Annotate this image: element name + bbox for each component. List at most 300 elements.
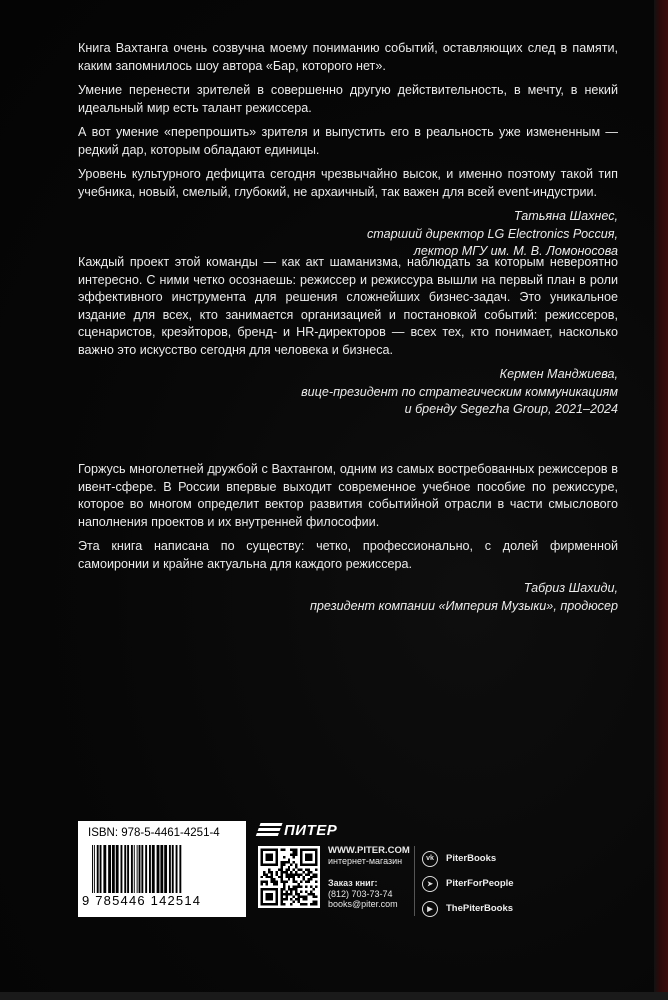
qr-module [308,853,310,855]
qr-module [275,891,277,893]
qr-module [288,861,290,863]
signature-line: и бренду Segezha Group, 2021–2024 [404,402,618,416]
barcode-bar [169,845,171,893]
barcode-bar [94,845,95,893]
telegram-icon: ➤ [422,876,438,892]
qr-module [260,848,262,850]
qr-module [303,903,305,905]
qr-module [260,851,262,853]
qr-module [298,883,300,885]
website-caption: интернет-магазин [328,856,403,866]
qr-module [313,888,315,890]
qr-module [270,893,272,895]
barcode-bars [90,845,238,893]
review-1-signature [78,208,618,261]
qr-module [295,881,297,883]
qr-module [275,863,277,865]
play-icon: ▶ [422,901,438,917]
qr-module [305,858,307,860]
order-email[interactable]: books@piter.com [328,899,398,909]
qr-module [315,896,317,898]
review-1 [78,40,618,261]
qr-module [270,888,272,890]
qr-module [265,858,267,860]
qr-module [300,903,302,905]
qr-module [280,893,282,895]
qr-module [270,898,272,900]
barcode-bar [108,845,111,893]
qr-module [265,893,267,895]
qr-module [265,896,267,898]
signature-name: Табриз Шахиди, [523,581,618,595]
qr-module [313,903,315,905]
barcode-bar [145,845,147,893]
qr-module [295,893,297,895]
qr-module [283,856,285,858]
qr-module [270,863,272,865]
qr-module [290,876,292,878]
qr-module [295,886,297,888]
qr-module [283,881,285,883]
qr-module [280,878,282,880]
review-3 [78,461,618,615]
qr-module [260,863,262,865]
qr-module [268,903,270,905]
qr-module [313,863,315,865]
qr-module [270,903,272,905]
qr-module [260,898,262,900]
qr-module [308,868,310,870]
qr-module [283,861,285,863]
qr-module [315,856,317,858]
qr-module [300,853,302,855]
qr-module [285,898,287,900]
qr-module [315,868,317,870]
qr-module [288,878,290,880]
qr-module [275,881,277,883]
social-item-vk[interactable] [422,846,514,871]
barcode-bar [149,845,151,893]
barcode-bar [124,845,126,893]
qr-module [295,888,297,890]
qr-module [315,901,317,903]
qr-module [315,873,317,875]
qr-module [305,863,307,865]
qr-module [265,898,267,900]
qr-module [305,856,307,858]
qr-module [268,888,270,890]
qr-module [298,893,300,895]
barcode-bar [97,845,99,893]
qr-module [280,861,282,863]
barcode-bar [139,845,141,893]
qr-module [293,878,295,880]
qr-module [260,858,262,860]
qr-module [308,858,310,860]
qr-module [298,896,300,898]
qr-module [265,883,267,885]
qr-module [315,903,317,905]
qr-module [315,858,317,860]
qr-module [260,901,262,903]
qr-module [293,861,295,863]
qr-module [290,893,292,895]
qr-module [298,901,300,903]
order-label: Заказ книг: [328,878,378,888]
qr-module [270,881,272,883]
qr-module [313,848,315,850]
qr-module [285,891,287,893]
qr-module [263,881,265,883]
qr-module [303,848,305,850]
qr-module [293,853,295,855]
qr-module [263,848,265,850]
qr-module [270,853,272,855]
barcode-bar [121,845,123,893]
qr-module [285,876,287,878]
qr-module [285,893,287,895]
qr-module [280,903,282,905]
review-3-signature [78,580,618,615]
qr-module [265,856,267,858]
barcode-bar [176,845,178,893]
qr-module [268,853,270,855]
qr-module [308,848,310,850]
review-1-paragraph: А вот умение «перепрошить» зрителя и выпустить его в реальность уже измененным — редкий дар, которым обладают единицы. [78,125,618,157]
publisher-footer [72,816,612,926]
qr-module [313,901,315,903]
barcode-bar [116,845,119,893]
qr-module [275,893,277,895]
qr-module [275,898,277,900]
qr-module [295,898,297,900]
qr-module [273,878,275,880]
qr-module [283,871,285,873]
qr-module [300,856,302,858]
qr-module [285,873,287,875]
qr-module [310,858,312,860]
qr-module [288,866,290,868]
qr-module [270,848,272,850]
qr-module [260,856,262,858]
qr-module [285,871,287,873]
barcode-bar [134,845,135,893]
qr-module [293,901,295,903]
qr-module [265,876,267,878]
qr-module [303,878,305,880]
qr-module [280,876,282,878]
qr-module [268,893,270,895]
qr-module [290,871,292,873]
qr-module [260,891,262,893]
qr-module [280,901,282,903]
qr-module [308,871,310,873]
qr-module [313,893,315,895]
qr-module [260,893,262,895]
order-phone: (812) 703-73-74 [328,888,393,899]
qr-module [305,891,307,893]
qr-module [288,886,290,888]
qr-module [288,868,290,870]
qr-module [308,863,310,865]
qr-module [270,878,272,880]
qr-module [280,848,282,850]
qr-module [310,871,312,873]
qr-module [300,868,302,870]
qr-module [260,888,262,890]
qr-module [313,896,315,898]
qr-module [298,868,300,870]
qr-module [260,881,262,883]
qr-module [283,848,285,850]
social-item-play[interactable] [422,896,514,921]
barcode-bar [100,845,102,893]
qr-module [268,848,270,850]
qr-module [280,896,282,898]
qr-module [298,873,300,875]
qr-module [270,871,272,873]
qr-module [295,853,297,855]
qr-module [290,903,292,905]
qr-module [303,898,305,900]
social-links [422,846,514,921]
qr-module [280,888,282,890]
qr-module [298,898,300,900]
qr-module [263,873,265,875]
qr-module [290,873,292,875]
website-link[interactable]: WWW.PITER.COM [328,845,410,856]
qr-module [295,891,297,893]
review-1-paragraph: Книга Вахтанга очень созвучна моему пониманию событий, оставляющих след в памяти, каким запомнилось шоу автора «Бар, которого нет». [78,41,618,73]
qr-module [283,888,285,890]
qr-module [273,863,275,865]
shop-info [328,845,410,867]
review-1-paragraph: Умение перенести зрителей в совершенно другую действительность, в мечту, в некий идеальный мир есть талант режиссера. [78,83,618,115]
qr-module [310,891,312,893]
qr-module [300,851,302,853]
qr-module [280,866,282,868]
qr-module [310,886,312,888]
qr-module [280,863,282,865]
qr-module [295,873,297,875]
qr-module [275,873,277,875]
qr-module [260,853,262,855]
qr-module [260,896,262,898]
qr-module [308,856,310,858]
qr-code-icon [258,846,320,908]
qr-module [270,896,272,898]
qr-module [260,861,262,863]
qr-module [280,871,282,873]
qr-module [270,856,272,858]
barcode-number: 9 785446 142514 [82,893,202,908]
social-label: PiterBooks [446,853,497,864]
qr-module [305,853,307,855]
qr-module [308,881,310,883]
qr-module [303,871,305,873]
qr-module [273,903,275,905]
qr-module [268,858,270,860]
qr-module [290,848,292,850]
vk-icon: vk [422,851,438,867]
qr-module [298,876,300,878]
qr-module [275,888,277,890]
qr-module [288,873,290,875]
qr-module [265,873,267,875]
qr-module [270,876,272,878]
qr-module [298,886,300,888]
qr-module [293,848,295,850]
social-item-telegram[interactable] [422,871,514,896]
qr-module [268,876,270,878]
qr-module [315,863,317,865]
barcode-bar [172,845,174,893]
qr-module [263,863,265,865]
qr-module [260,883,262,885]
qr-module [315,851,317,853]
qr-module [290,863,292,865]
review-1-paragraph: Уровень культурного дефицита сегодня чрезвычайно высок, и именно поэтому такой тип учебника, новый, смелый, глубокий, не архаичный, так важен для всей event-индустрии. [78,167,618,199]
isbn-text: ISBN: 978-5-4461-4251-4 [88,827,220,839]
qr-module [265,848,267,850]
qr-module [278,876,280,878]
publisher-name: ПИТЕР [284,821,338,839]
review-2-signature [78,366,618,419]
qr-module [313,873,315,875]
qr-module [265,888,267,890]
qr-module [315,881,317,883]
qr-module [283,893,285,895]
qr-module [305,896,307,898]
qr-module [288,876,290,878]
qr-module [270,858,272,860]
qr-module [263,871,265,873]
qr-module [305,898,307,900]
qr-module [280,873,282,875]
barcode-bar [160,845,163,893]
barcode-bar [137,845,138,893]
qr-module [305,886,307,888]
qr-module [305,903,307,905]
qr-module [275,856,277,858]
signature-line: старший директор LG Electronics Россия, [366,226,618,241]
qr-module [288,858,290,860]
qr-module [303,876,305,878]
footer-divider [414,846,415,916]
signature-name: Татьяна Шахнес, [513,209,618,223]
qr-module [285,881,287,883]
qr-module [280,898,282,900]
review-3-paragraph: Горжусь многолетней дружбой с Вахтангом, одним из самых востребованных режиссеров в ивент-сфере. В России впервые выходит современное учебное пособие по режиссуре, которое во многом определит вектор развития событийной отрасли в части смыслового наполнения проектов и их внутренней философии. [78,462,618,529]
qr-module [290,898,292,900]
qr-module [308,873,310,875]
qr-module [273,888,275,890]
cover-edge [654,0,668,1000]
qr-module [265,863,267,865]
qr-module [275,853,277,855]
barcode-bar [141,845,143,893]
qr-module [293,856,295,858]
qr-module [310,863,312,865]
qr-module [293,896,295,898]
qr-module [303,896,305,898]
qr-module [263,903,265,905]
qr-module [290,853,292,855]
qr-module [295,851,297,853]
qr-module [300,863,302,865]
qr-module [300,861,302,863]
qr-module [283,898,285,900]
qr-module [290,888,292,890]
qr-module [295,866,297,868]
qr-module [305,848,307,850]
qr-module [275,903,277,905]
qr-module [290,891,292,893]
barcode-bar [131,845,133,893]
review-2-paragraph: Каждый проект этой команды — как акт шаманизма, наблюдать за которым невероятно интересно. С ними четко осознаешь: режиссер и режиссура вышли на первый план в роли эффективного инструмента для решения сложнейших бизнес-задач. Это уникальное издание для всех, кто занимается организацией и постановкой событий: режиссеров, сценаристов, креэйторов, бренд- и HR-директоров — всех тех, кто понимает, насколько важно это искусство сегодня для человека и бизнеса. [78,255,618,357]
barcode-bar [164,845,167,893]
qr-module [268,868,270,870]
qr-module [313,876,315,878]
qr-module [310,848,312,850]
qr-module [283,903,285,905]
qr-module [315,848,317,850]
qr-module [310,903,312,905]
qr-module [273,881,275,883]
qr-module [308,878,310,880]
qr-module [300,848,302,850]
social-label: ThePiterBooks [446,903,514,914]
cover-bottom-edge [0,992,668,1000]
qr-module [270,873,272,875]
qr-module [263,888,265,890]
qr-module [283,883,285,885]
qr-module [315,886,317,888]
qr-module [315,861,317,863]
qr-module [268,856,270,858]
qr-module [295,863,297,865]
qr-module [275,851,277,853]
isbn-barcode [78,821,246,917]
qr-module [300,886,302,888]
qr-module [300,873,302,875]
barcode-bar [127,845,129,893]
barcode-bar [157,845,160,893]
qr-module [265,903,267,905]
qr-module [303,863,305,865]
qr-module [260,903,262,905]
qr-module [265,881,267,883]
qr-module [275,848,277,850]
barcode-bar [112,845,115,893]
qr-module [295,848,297,850]
qr-module [293,876,295,878]
qr-module [280,891,282,893]
signature-line: лектор МГУ им. М. В. Ломоносова [413,244,618,258]
qr-module [315,853,317,855]
qr-module [285,868,287,870]
qr-module [260,876,262,878]
qr-module [273,883,275,885]
barcode-bar [103,845,106,893]
qr-module [305,881,307,883]
qr-module [288,888,290,890]
qr-module [285,896,287,898]
qr-module [288,893,290,895]
qr-module [275,896,277,898]
order-info [328,878,398,910]
review-2 [78,254,618,419]
